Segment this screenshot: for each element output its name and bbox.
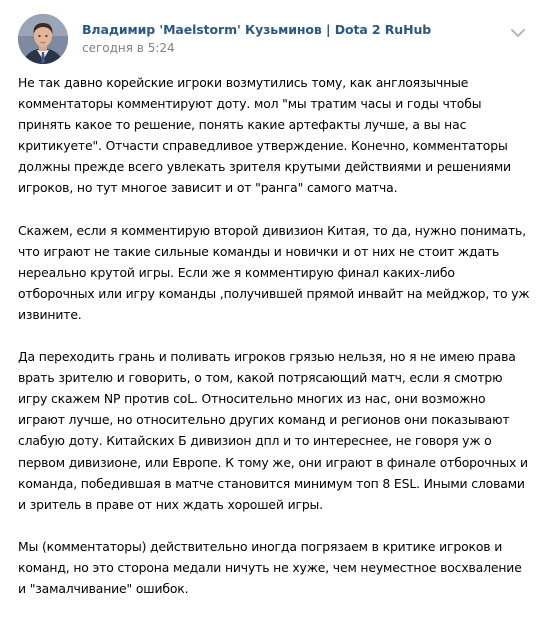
post-text [18, 72, 530, 620]
author-name-link[interactable]: Владимир 'Maelstorm' Кузьминов | Dota 2 RuHub [82, 22, 432, 37]
chevron-down-icon [510, 27, 526, 39]
post-timestamp[interactable]: сегодня в 5:24 [82, 41, 175, 55]
avatar[interactable] [18, 14, 68, 64]
post-paragraph-2: Скажем, если я комментирую второй дивизион Китая, то да, нужно понимать, что играют не такие сильные команды и новички и от них не стоит ждать нереально крутой игры. Если же я комментирую финал каких-либо отборочных или игру команды ,получившей прямой инвайт на мейджор, то уж извините. [18, 222, 530, 322]
post-paragraph-1: Не так давно корейские игроки возмутились тому, как англоязычные комментаторы комментируют доту. мол "мы тратим часы и годы чтобы принять какое то решение, понять какие артефакты лучше, а вы нас критикуете". Отчасти справедливое утверждение. Конечно, комментаторы должны прежде всего увлекать зрителя крутыми действиями и решениями игроков, но тут многое зависит и от "ранга" самого матча. [18, 75, 511, 196]
post-paragraph-4: Мы (комментаторы) действительно иногда погрязаем в критике игроков и команд, но это сторона медали ничуть не хуже, чем неуместное восхваление и "замалчивание" ошибок. [18, 538, 522, 596]
post-paragraph-3: Да переходить грань и поливать игроков грязью нельзя, но я не имею права врать зрителю и говорить, о том, какой потрясающий матч, если я смотрю игру скажем NP против coL. Относительно многих из нас, они возможно играют лучше, но относительно других команд и регионов они показывают слабую доту. Китайских Б дивизион дпл и то интереснее, не говоря уж о первом дивизионе, или Европе. К тому же, они играют в финале отборочных и команда, победившая в матче становится минимум топ 8 ESL. Иными словами и зритель в праве от них ждать хорошей игры. [18, 349, 528, 512]
post-menu-button[interactable] [510, 24, 526, 36]
avatar-image [18, 14, 68, 64]
